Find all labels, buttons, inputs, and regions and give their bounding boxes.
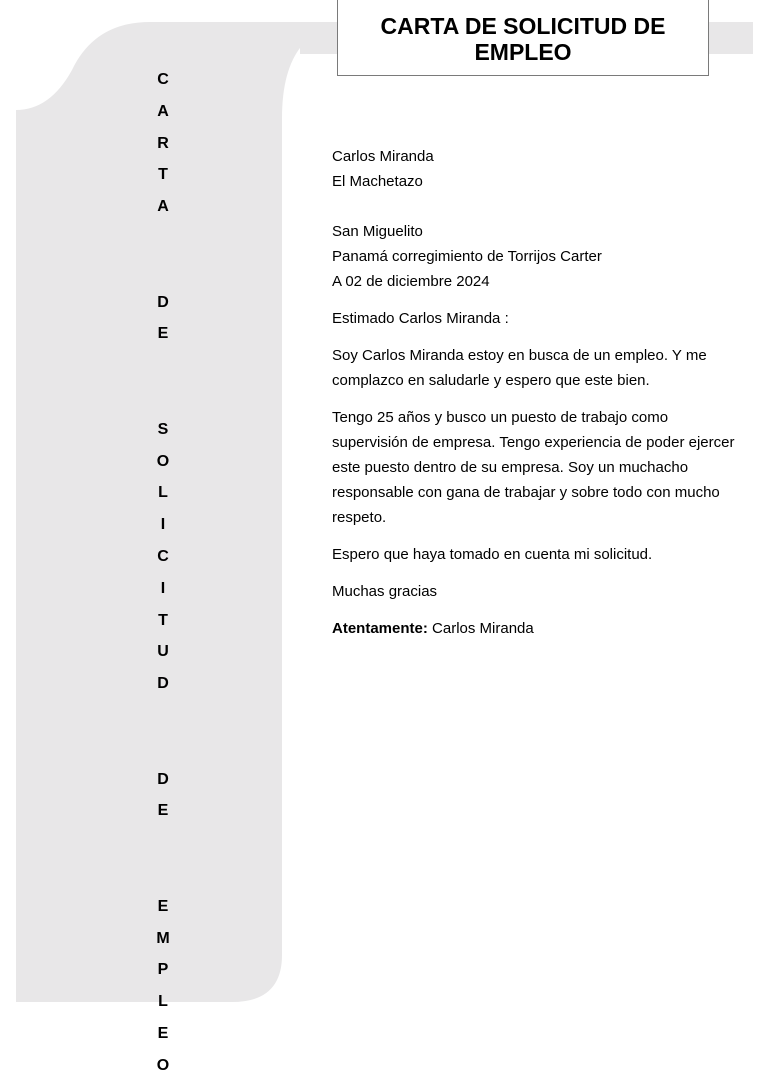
side-title-space: [161, 382, 165, 414]
closing-line: [332, 616, 742, 641]
side-title-letter: U: [157, 643, 169, 661]
side-title-letter: M: [156, 929, 170, 947]
side-title-space: [161, 255, 165, 287]
side-title-space: [161, 859, 165, 891]
side-title-letter: E: [157, 325, 169, 343]
side-title-letter: T: [158, 166, 168, 184]
side-title-letter: L: [158, 484, 168, 502]
date-line: A 02 de diciembre 2024: [332, 273, 490, 290]
title-box: [337, 0, 709, 76]
side-title-letter: S: [157, 420, 169, 438]
city-line: San Miguelito: [332, 223, 423, 240]
sender-company: El Machetazo: [332, 173, 423, 190]
side-title-letter: L: [158, 993, 168, 1011]
side-title-letter: A: [157, 198, 169, 216]
side-title-space: [161, 700, 165, 732]
greeting: Estimado Carlos Miranda :: [332, 310, 509, 327]
thanks-line: Muchas gracias: [332, 583, 438, 600]
side-title-space: [161, 223, 165, 255]
side-title-space: [161, 827, 165, 859]
sender-name: Carlos Miranda: [332, 148, 434, 165]
side-title-letter: O: [156, 452, 170, 470]
side-title-letter: I: [160, 579, 166, 597]
side-title-letter: R: [157, 134, 169, 152]
side-title-letter: I: [160, 516, 166, 534]
side-title-letter: E: [157, 897, 169, 915]
side-title-space: [161, 732, 165, 764]
side-title-letter: O: [156, 1056, 170, 1074]
side-panel-shape: [16, 22, 360, 1002]
side-title-letter: E: [157, 802, 169, 820]
closing-label: Atentamente:: [332, 620, 428, 637]
paragraph-3: Espero que haya tomado en cuenta mi solicitud.: [332, 546, 653, 563]
side-title-letter: D: [157, 770, 169, 788]
paragraph-1: Soy Carlos Miranda estoy en busca de un empleo. Y me complazco en saludarle y espero que este bien.: [332, 347, 707, 389]
side-title-letter: P: [157, 961, 169, 979]
side-title-letter: A: [157, 102, 169, 120]
side-title-letter: D: [157, 293, 169, 311]
side-title-space: [161, 350, 165, 382]
side-title-letter: D: [157, 675, 169, 693]
side-title-letter: T: [158, 611, 168, 629]
closing-name: Carlos Miranda: [432, 620, 534, 637]
page-title: CARTA DE SOLICITUD DE EMPLEO: [380, 12, 666, 65]
side-title-letter: C: [157, 547, 169, 565]
side-title-letter: C: [157, 71, 169, 88]
paragraph-2: Tengo 25 años y busco un puesto de trabajo como supervisión de empresa. Tengo experiencia de poder ejercer este puesto dentro de su empresa. Soy un muchacho responsable con gana de trabajar y sobre todo con mucho respeto.: [332, 409, 735, 526]
vertical-side-title: [146, 64, 180, 1082]
side-title-letter: E: [157, 1024, 169, 1042]
address-line: Panamá corregimiento de Torrijos Carter: [332, 248, 602, 265]
letter-body: [332, 144, 742, 641]
